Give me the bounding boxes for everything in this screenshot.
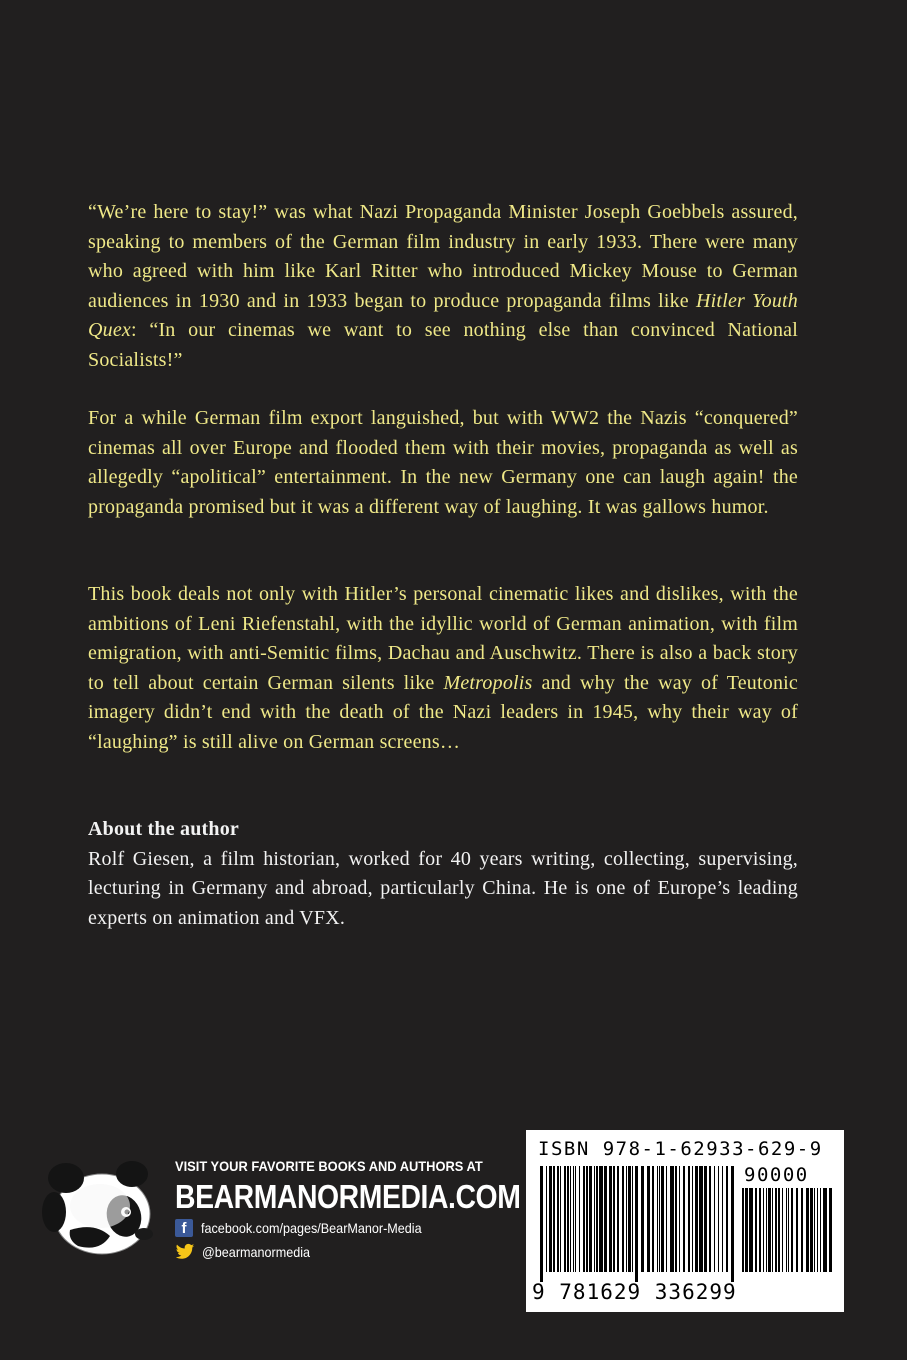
barcode-bar [546,1166,547,1272]
barcode-digits: 9 781629 336299 [532,1280,737,1304]
barcode-bar [666,1166,667,1272]
facebook-url: facebook.com/pages/BearManor-Media [201,1220,422,1236]
barcode-bar [731,1166,734,1282]
barcode-bar [553,1166,555,1272]
facebook-link[interactable] [175,1219,577,1237]
barcode-bar [594,1166,595,1272]
barcode-bar [759,1188,761,1272]
barcode-bar [820,1188,821,1272]
barcode-bar [745,1188,748,1272]
barcode-bar [557,1166,559,1272]
barcode-bar [695,1166,698,1272]
barcode-bar [683,1166,685,1272]
barcode-bar [564,1166,566,1272]
barcode-bar [647,1166,650,1272]
barcode-bar [718,1166,719,1272]
barcode-bar [617,1166,619,1272]
barcode-bar [778,1188,780,1272]
barcode-bar [766,1188,767,1272]
barcode-bar [679,1166,680,1272]
barcode-bar [670,1166,674,1272]
publisher-block [175,1158,577,1261]
barcode-bar [583,1166,585,1272]
barcode-bar [749,1188,753,1272]
barcode-bar [801,1188,803,1272]
barcode-bar [675,1166,677,1272]
twitter-link[interactable] [175,1243,577,1261]
barcode-bar [763,1188,764,1272]
barcode-bar [714,1166,715,1272]
twitter-bird-icon [175,1243,195,1261]
barcode-bar [641,1166,644,1272]
blurb-p1-text-b: : “In our cinemas we want to see nothing else than convinced National Socialists!” [88,319,798,371]
barcode-bar [575,1166,576,1272]
barcode-bar [599,1166,603,1272]
barcode-bar [742,1188,744,1272]
blurb-p3-text-a: This book deals not only with Hitler’s personal cinematic likes and dislikes, with the ambitions of Leni Riefenstahl, with the idyllic world of German animation, with film emigration, with anti-Semitic films, Dachau and Auschwitz. There is also a back story to tell about certain German silents like [88,583,798,694]
panda-logo-icon [40,1160,162,1260]
addon-barcode-bars [742,1188,834,1282]
film-title-metropolis: Metropolis [443,671,533,694]
blurb-paragraph-3 [88,580,798,757]
barcode-bar [549,1166,552,1272]
film-title-hitler-youth-quex: Hitler Youth Quex [88,289,798,341]
barcode-bar [626,1166,627,1272]
barcode-bar [722,1166,723,1272]
barcode-bar [709,1166,711,1272]
blurb-paragraph-2 [88,404,798,522]
barcode-bar [573,1166,574,1272]
barcode-bar [635,1166,638,1282]
barcode-bar [726,1166,728,1272]
publisher-visit-text: VISIT YOUR FAVORITE BOOKS AND AUTHORS AT [175,1158,483,1174]
barcode-bar [814,1188,815,1272]
barcode-bar [806,1188,809,1272]
barcode-bar [609,1166,612,1272]
barcode-bar [786,1188,787,1272]
barcode-bar [823,1188,827,1272]
barcode-bar [586,1166,588,1272]
barcode-bar [628,1166,631,1272]
barcode-bar [810,1188,813,1272]
barcode-bar [560,1166,561,1272]
barcode-bar [589,1166,592,1272]
barcode-bar [567,1166,569,1272]
barcode-bar [540,1166,543,1282]
blurb-p1-text-a: “We’re here to stay!” was what Nazi Propaganda Minister Joseph Goebbels assured, speaking to members of the German film industry in early 1933. There were many who agreed with him like Karl Ritter who introduced Mickey Mouse to German audiences in 1930 and in 1933 began to produce propaganda films like [88,201,798,312]
isbn-barcode [526,1130,844,1312]
barcode-bar [604,1166,607,1272]
barcode-bar [772,1188,773,1272]
price-code: 90000 [744,1164,809,1186]
barcode-bar [579,1166,580,1272]
about-author-heading: About the author [88,818,239,840]
barcode-bar [829,1188,832,1272]
barcode-bar [652,1166,654,1272]
barcode-bar [622,1166,624,1272]
ean-barcode-bars [540,1166,736,1282]
barcode-bar [817,1188,818,1272]
barcode-bar [788,1188,789,1272]
barcode-bar [692,1166,693,1272]
publisher-website[interactable]: BEARMANORMEDIA.COM [175,1178,521,1215]
barcode-bar [570,1166,571,1272]
barcode-bar [596,1166,598,1272]
barcode-bar [688,1166,690,1272]
isbn-number: ISBN 978-1-62933-629-9 [538,1138,823,1160]
barcode-bar [661,1166,664,1272]
barcode-bar [796,1188,798,1272]
barcode-bar [699,1166,703,1272]
twitter-handle: @bearmanormedia [202,1244,311,1260]
facebook-icon: f [175,1219,193,1237]
barcode-bar [768,1188,771,1272]
barcode-bar [791,1188,793,1272]
barcode-bar [755,1188,757,1272]
barcode-bar [775,1188,777,1272]
barcode-bar [613,1166,615,1272]
barcode-bar [659,1166,660,1272]
barcode-bar [704,1166,707,1272]
about-author-text: Rolf Giesen, a film historian, worked for 40 years writing, collecting, supervising, lecturing in Germany and abroad, particularly China. He is one of Europe’s leading experts on animation and VFX. [88,847,798,929]
barcode-bar [657,1166,658,1272]
about-author-section [88,815,798,933]
blurb-paragraph-1 [88,198,798,375]
barcode-bar [782,1188,783,1272]
blurb-p3-text-b: and why the way of Teutonic imagery didn’t end with the death of the Nazi leaders in 1945, why their way of “laughing” is still alive on German screens… [88,671,798,753]
barcode-bar [632,1166,633,1272]
blurb-p2-text: For a while German film export languished, but with WW2 the Nazis “conquered” cinemas all over Europe and flooded them with their movies, propaganda as well as allegedly “apolitical” entertainment. In the new Germany one can laugh again! the propaganda promised but it was a different way of laughing. It was gallows humor. [88,407,798,518]
